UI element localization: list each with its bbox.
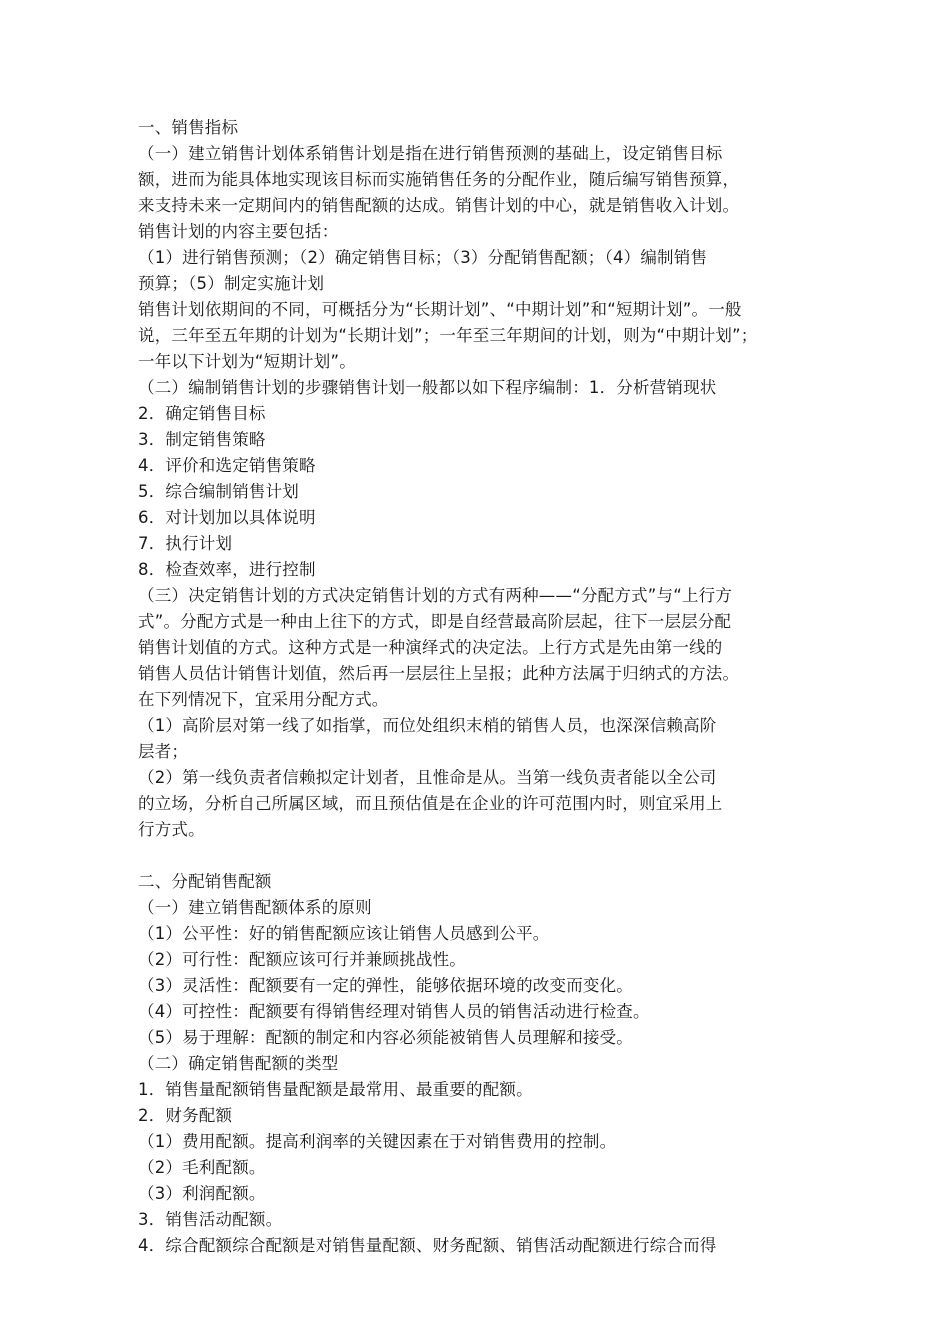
paragraph-line: 式”。分配方式是一种由上往下的方式，即是自经营最高阶层起，往下一层层分配 (138, 612, 732, 631)
list-item: 4．综合配额综合配额是对销售量配额、财务配额、销售活动配额进行综合而得 (138, 1236, 717, 1255)
paragraph-line: （1）高阶层对第一线了如指掌，而位处组织末梢的销售人员，也深深信赖高阶 (138, 716, 717, 735)
paragraph-line: （2）第一线负责者信赖拟定计划者，且惟命是从。当第一线负责者能以全公司 (138, 768, 717, 787)
list-item: （4）可控性：配额要有得销售经理对销售人员的销售活动进行检查。 (138, 1002, 650, 1021)
paragraph-line: （三）决定销售计划的方式决定销售计划的方式有两种——“分配方式”与“上行方 (138, 586, 733, 605)
list-item: 5．综合编制销售计划 (138, 482, 299, 501)
list-item: （2）毛利配额。 (138, 1158, 266, 1177)
paragraph-line: 的立场，分析自己所属区域，而且预估值是在企业的许可范围内时，则宜采用上 (138, 794, 723, 813)
list-item: 3．制定销售策略 (138, 430, 266, 449)
paragraph-line: 来支持未来一定期间内的销售配额的达成。销售计划的中心，就是销售收入计划。 (138, 196, 740, 215)
paragraph-line: 销售人员估计销售计划值，然后再一层层往上呈报；此种方法属于归纳式的方法。 (138, 664, 740, 683)
list-item: 8．检查效率，进行控制 (138, 560, 316, 579)
blank-line (138, 843, 818, 869)
paragraph-line: 预算；（5）制定实施计划 (138, 274, 325, 293)
list-item: （5）易于理解：配额的制定和内容必须能被销售人员理解和接受。 (138, 1028, 633, 1047)
list-item: 2．财务配额 (138, 1106, 233, 1125)
list-item: 4．评价和选定销售策略 (138, 456, 316, 475)
section-heading: 一、销售指标 (138, 118, 239, 137)
paragraph-line: 层者； (138, 742, 189, 761)
paragraph-line: 在下列情况下，宜采用分配方式。 (138, 690, 389, 709)
list-item: 1．销售量配额销售量配额是最常用、最重要的配额。 (138, 1080, 533, 1099)
paragraph-line: 额，进而为能具体地实现该目标而实施销售任务的分配作业，随后编写销售预算， (138, 170, 740, 189)
paragraph-line: 一年以下计划为“短期计划”。 (138, 352, 356, 371)
paragraph-line: （一）建立销售计划体系销售计划是指在进行销售预测的基础上，设定销售目标 (138, 144, 723, 163)
list-item: 2．确定销售目标 (138, 404, 266, 423)
paragraph-line: 销售计划的内容主要包括： (138, 222, 339, 241)
section-heading: 二、分配销售配额 (138, 872, 272, 891)
list-item: （3）利润配额。 (138, 1184, 266, 1203)
subsection-heading: （二）确定销售配额的类型 (138, 1054, 339, 1073)
paragraph-line: 说，三年至五年期的计划为“长期计划”；一年至三年期间的计划，则为“中期计划”； (138, 326, 758, 345)
paragraph-line: 销售计划值的方式。这种方式是一种演绎式的决定法。上行方式是先由第一线的 (138, 638, 723, 657)
list-item: （1）公平性：好的销售配额应该让销售人员感到公平。 (138, 924, 550, 943)
list-item: （1）费用配额。提高利润率的关键因素在于对销售费用的控制。 (138, 1132, 617, 1151)
paragraph-line: 行方式。 (138, 820, 205, 839)
list-item: 7．执行计划 (138, 534, 233, 553)
paragraph-line: （二）编制销售计划的步骤销售计划一般都以如下程序编制：1．分析营销现状 (138, 378, 717, 397)
list-item: （3）灵活性：配额要有一定的弹性，能够依据环境的改变而变化。 (138, 976, 633, 995)
list-item: 3．销售活动配额。 (138, 1210, 283, 1229)
list-item: 6．对计划加以具体说明 (138, 508, 316, 527)
paragraph-line: （1）进行销售预测；（2）确定销售目标；（3）分配销售配额；（4）编制销售 (138, 248, 708, 267)
subsection-heading: （一）建立销售配额体系的原则 (138, 898, 372, 917)
document-body (138, 115, 818, 1259)
list-item: （2）可行性：配额应该可行并兼顾挑战性。 (138, 950, 466, 969)
paragraph-line: 销售计划依期间的不同，可概括分为“长期计划”、“中期计划”和“短期计划”。一般 (138, 300, 742, 319)
